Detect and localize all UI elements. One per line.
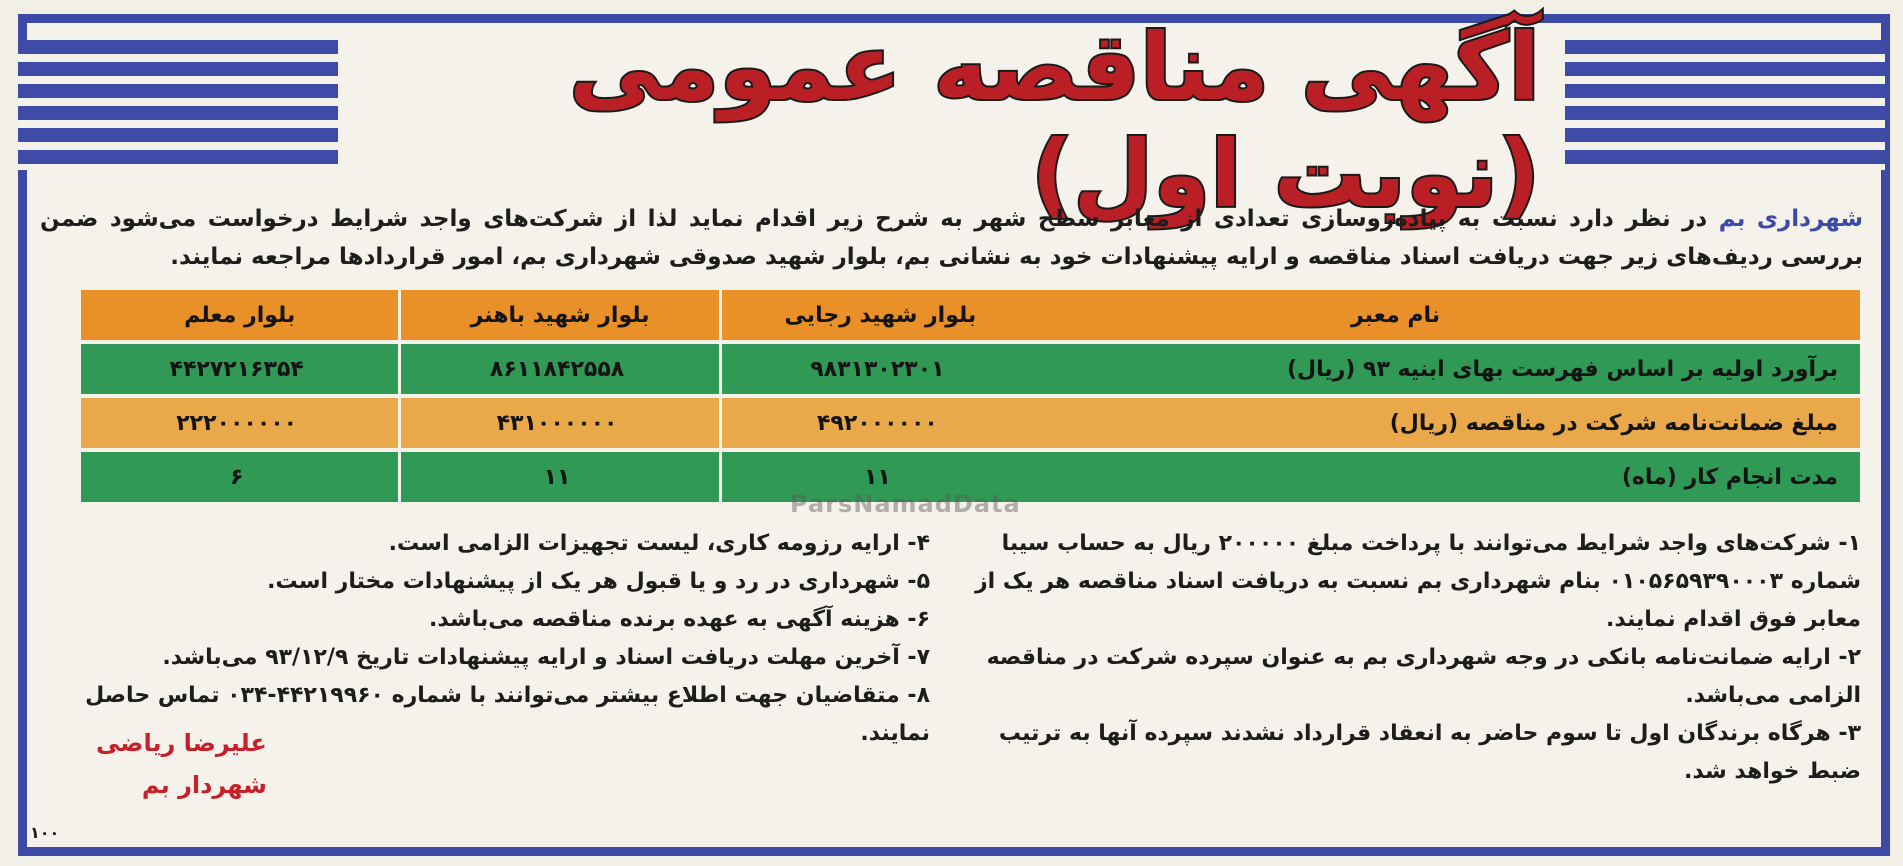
term-item: ۵- شهرداری در رد و یا قبول هر یک از پیشنهادات مختار است.	[267, 569, 930, 594]
table-header: بلوار شهید باهنر	[398, 290, 718, 340]
table-row	[78, 398, 1860, 448]
ad-title: آگهی مناقصه عمومی (نوبت اول)	[569, 14, 1540, 228]
term-item: ۶- هزینه آگهی به عهده برنده مناقصه می‌باشد.	[429, 607, 930, 632]
table-cell: ۲۲۲۰۰۰۰۰۰	[78, 398, 398, 448]
table-cell-label: برآورد اولیه بر اساس فهرست بهای ابنیه ۹۳ (ریال)	[1039, 344, 1860, 394]
table-cell: ۴۹۲۰۰۰۰۰۰	[719, 398, 1039, 448]
table-cell-label: مبلغ ضمانت‌نامه شرکت در مناقصه (ریال)	[1039, 398, 1860, 448]
table-header: نام معبر	[1039, 290, 1860, 340]
ad-code: ۱۰۰	[30, 823, 60, 842]
term-item: ۸- متقاضیان جهت اطلاع بیشتر می‌توانند با شماره ۴۴۲۱۹۹۶۰-۰۳۴ تماس حاصل نمایند.	[85, 683, 930, 746]
table-header: بلوار شهید رجایی	[719, 290, 1039, 340]
term-item: ۲- ارایه ضمانت‌نامه بانکی در وجه شهرداری بم به عنوان سپرده شرکت در مناقصه الزامی می‌باشد.	[986, 645, 1861, 708]
signer-role: شهردار بم	[141, 771, 267, 799]
watermark: ParsNamadData	[790, 490, 1021, 518]
term-item: ۳- هرگاه برندگان اول تا سوم حاضر به انعقاد قرارداد نشدند سپرده آنها به ترتیب ضبط خواهد شد.	[998, 721, 1861, 784]
table-cell: ۹۸۳۱۳۰۲۳۰۱	[719, 344, 1039, 394]
signer-name: علیرضا ریاضی	[96, 729, 267, 757]
table-cell: ۶	[78, 452, 398, 502]
table-cell: ۴۴۲۷۲۱۶۳۵۴	[78, 344, 398, 394]
title-banner	[360, 14, 1540, 228]
table-cell: ۴۳۱۰۰۰۰۰۰	[398, 398, 718, 448]
terms-list-left	[70, 525, 930, 753]
table-cell: ۱۱	[719, 452, 1039, 502]
term-item: ۷- آخرین مهلت دریافت اسناد و ارایه پیشنهادات تاریخ ۹۳/۱۲/۹ می‌باشد.	[162, 645, 930, 670]
table-header: بلوار معلم	[78, 290, 398, 340]
decorative-stripes-right	[1565, 40, 1885, 170]
intro-brand: شهرداری بم	[1718, 206, 1864, 232]
intro-text: در نظر دارد نسبت به پیاده‌روسازی تعدادی از معابر سطح شهر به شرح زیر اقدام نماید لذا از شرکت‌های واجد شرایط درخواست می‌شود ضمن بررسی ردیف‌های زیر جهت دریافت اسناد مناقصه و ارایه پیشنهادات خود به نشانی بم، بلوار شهید صدوقی شهرداری بم، امور قراردادها مراجعه نمایند.	[40, 206, 1863, 270]
term-item: ۴- ارایه رزومه کاری، لیست تجهیزات الزامی است.	[388, 531, 930, 556]
intro-paragraph	[40, 200, 1863, 276]
decorative-stripes-left	[18, 40, 338, 170]
table-cell: ۱۱	[398, 452, 718, 502]
terms-list-right	[961, 525, 1861, 791]
table-row	[78, 344, 1860, 394]
term-item: ۱- شرکت‌های واجد شرایط می‌توانند با پرداخت مبلغ ۲۰۰۰۰۰ ریال به حساب سیبا شماره ۰۱۰۵۶۵۹۳۹۰۰۰۳ بنام شهرداری بم نسبت به دریافت اسناد مناقصه هر یک از معابر فوق اقدام نمایند.	[974, 531, 1861, 632]
table-cell-label: مدت انجام کار (ماه)	[1039, 452, 1860, 502]
table-cell: ۸۶۱۱۸۴۲۵۵۸	[398, 344, 718, 394]
signature-block	[96, 722, 267, 806]
tender-table	[78, 286, 1860, 506]
table-header-row	[78, 290, 1860, 340]
